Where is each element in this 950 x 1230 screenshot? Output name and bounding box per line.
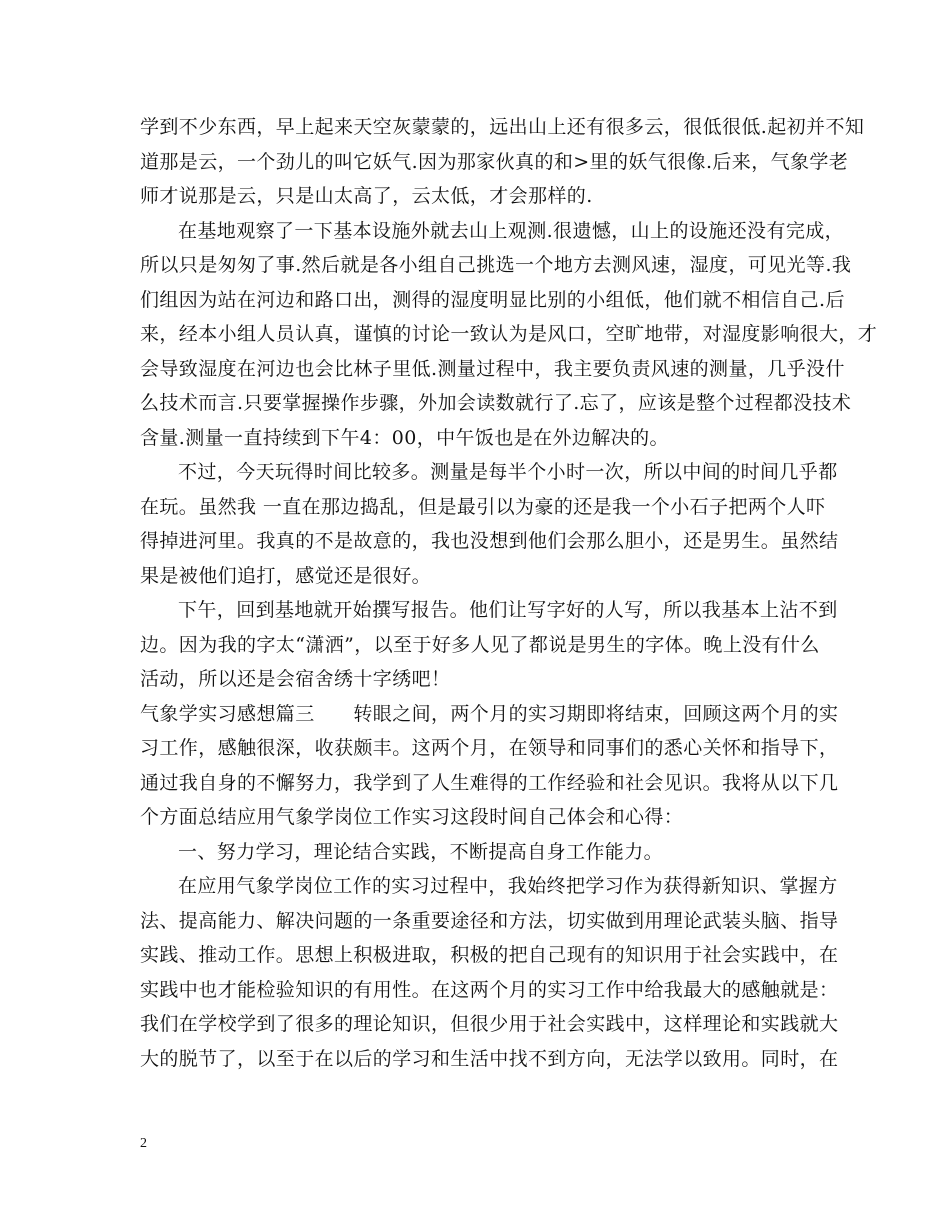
document-body: [140, 110, 878, 1076]
text-line: 得掉进河里。我真的不是故意的，我也没想到他们会那么胆小，还是男生。虽然结: [140, 530, 839, 552]
text-line: 下午，回到基地就开始撰写报告。他们让写字好的人写，所以我基本上沾不到: [178, 599, 838, 621]
text-line: 所以只是匆匆了事.然后就是各小组自己挑选一个地方去测风速，湿度，可见光等.我: [140, 254, 852, 276]
text-line: 习工作，感触很深，收获颇丰。这两个月，在领导和同事们的悉心关怀和指导下，: [140, 737, 839, 759]
text-line: 含量.测量一直持续到下午4：00，中午饭也是在外边解决的。: [140, 426, 669, 449]
text-line: 在玩。虽然我 一直在那边捣乱，但是最引以为豪的还是我一个小石子把两个人吓: [140, 495, 826, 518]
text-line: 在基地观察了一下基本设施外就去山上观测.很遗憾，山上的设施还没有完成，: [178, 219, 845, 242]
text-line: 法、提高能力、解决问题的一条重要途径和方法，切实做到用理论武装头脑、指导: [140, 909, 839, 932]
subheading-line: 一、努力学习，理论结合实践，不断提高自身工作能力。: [178, 840, 664, 863]
section-heading-line: 气象学实习感想篇三 转眼之间，两个月的实习期即将结束，回顾这两个月的实: [140, 702, 839, 725]
text-line: 不过，今天玩得时间比较多。测量是每半个小时一次，所以中间的时间几乎都: [178, 461, 838, 483]
text-line: 果是被他们追打，感觉还是很好。: [140, 564, 432, 587]
text-line: 道那是云，一个劲儿的叫它妖气.因为那家伙真的和>里的妖气很像.后来，气象学老: [140, 150, 849, 173]
text-line: 我们在学校学到了很多的理论知识，但很少用于社会实践中，这样理论和实践就大: [140, 1013, 839, 1035]
text-line: 通过我自身的不懈努力，我学到了人生难得的工作经验和社会见识。我将从以下几: [140, 771, 839, 794]
text-line: 们组因为站在河边和路口出，测得的湿度明显比别的小组低，他们就不相信自己.后: [140, 288, 845, 311]
text-line: 实践、推动工作。思想上积极进取，积极的把自己现有的知识用于社会实践中，在: [140, 944, 839, 966]
page-number: 2: [140, 1136, 147, 1151]
text-line: 活动，所以还是会宿舍绣十字绣吧！: [140, 668, 451, 690]
text-line: 么技术而言.只要掌握操作步骤，外加会读数就行了.忘了，应该是整个过程都没技术: [140, 392, 852, 414]
text-line: 边。因为我的字太“潇洒”，以至于好多人见了都说是男生的字体。晚上没有什么: [140, 633, 820, 656]
text-line: 实践中也才能检验知识的有用性。在这两个月的实习工作中给我最大的感触就是：: [140, 978, 839, 1001]
text-line: 大的脱节了，以至于在以后的学习和生活中找不到方向，无法学以致用。同时，在: [140, 1047, 839, 1070]
text-line: 学到不少东西，早上起来天空灰蒙蒙的，远出山上还有很多云，很低很低.起初并不知: [140, 116, 865, 138]
text-line: 会导致湿度在河边也会比林子里低.测量过程中，我主要负责风速的测量，几乎没什: [140, 357, 845, 380]
text-line: 在应用气象学岗位工作的实习过程中，我始终把学习作为获得新知识、掌握方: [178, 875, 838, 897]
text-line: 来，经本小组人员认真，谨慎的讨论一致认为是风口，空旷地带，对湿度影响很大，才: [140, 323, 878, 345]
text-line: 师才说那是云，只是山太高了，云太低，才会那样的.: [140, 185, 593, 207]
text-line: 个方面总结应用气象学岗位工作实习这段时间自己体会和心得：: [140, 806, 684, 828]
